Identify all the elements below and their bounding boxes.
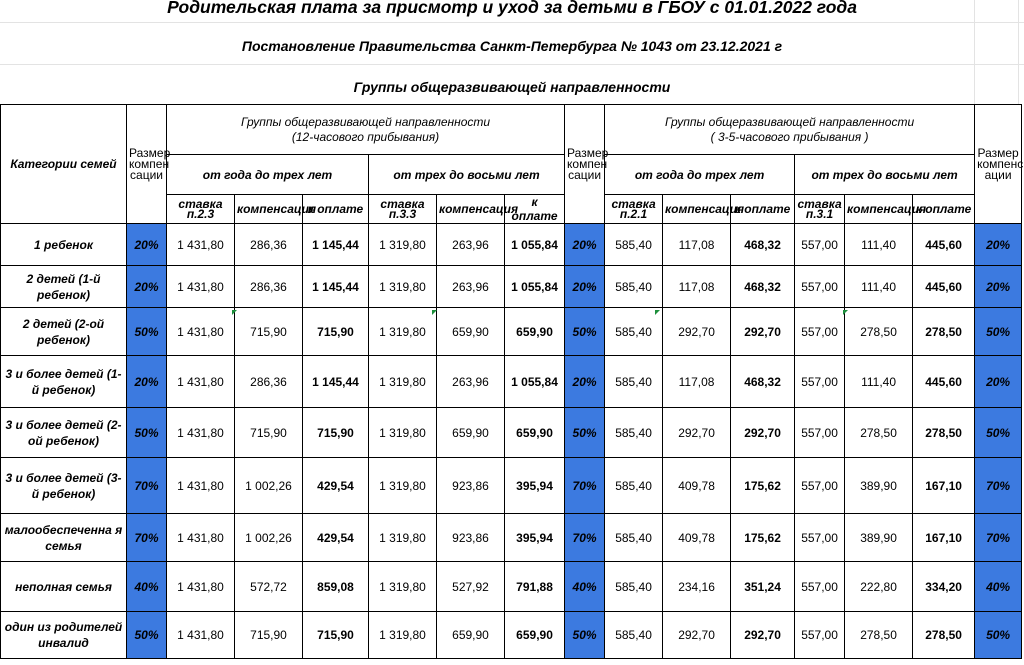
grid-line xyxy=(0,22,1024,23)
compensation-cell: 1 002,26 xyxy=(235,458,303,514)
payment-cell: 351,24 xyxy=(731,562,795,612)
rate-cell: 585,40 xyxy=(605,514,663,562)
compensation-cell: 659,90 xyxy=(437,408,505,458)
rate-cell: 1 319,80 xyxy=(369,408,437,458)
payment-cell: 468,32 xyxy=(731,356,795,408)
payment-cell: 659,90 xyxy=(505,408,565,458)
payment-cell: 659,90 xyxy=(505,612,565,659)
compensation-cell: 292,70 xyxy=(663,308,731,356)
compensation-cell: 263,96 xyxy=(437,266,505,308)
compensation-percent: 50% xyxy=(127,408,167,458)
rate-header: ставка п.3.1 xyxy=(795,195,845,224)
compensation-percent: 50% xyxy=(565,308,605,356)
rate-cell: 585,40 xyxy=(605,458,663,514)
rate-cell: 557,00 xyxy=(795,458,845,514)
payment-cell: 278,50 xyxy=(913,612,975,659)
page-title: Родительская плата за присмотр и уход за детьми в ГБОУ с 01.01.2022 года xyxy=(167,0,857,17)
comment-marker-icon xyxy=(843,310,848,315)
compensation-cell: 278,50 xyxy=(845,612,913,659)
compensation-percent: 70% xyxy=(975,458,1022,514)
compensation-cell: 292,70 xyxy=(663,612,731,659)
compensation-cell: 1 002,26 xyxy=(235,514,303,562)
compensation-cell: 715,90 xyxy=(235,408,303,458)
compensation-cell: 234,16 xyxy=(663,562,731,612)
group12-header: Группы общеразвивающей направленности (12-часового прибывания) xyxy=(167,105,565,155)
rate-cell: 1 431,80 xyxy=(167,408,235,458)
compensation-cell: 278,50 xyxy=(845,308,913,356)
rate-cell: 1 319,80 xyxy=(369,612,437,659)
age-young-header: от года до трех лет xyxy=(605,155,795,195)
fee-table xyxy=(0,104,1022,659)
table-row xyxy=(1,266,1022,308)
rate-cell: 1 431,80 xyxy=(167,356,235,408)
compensation-percent: 20% xyxy=(127,224,167,266)
compensation-cell: 923,86 xyxy=(437,514,505,562)
compensation-percent: 70% xyxy=(565,458,605,514)
age-old-header: от трех до восьми лет xyxy=(795,155,975,195)
pay-header: к оплате xyxy=(731,195,795,224)
table-row xyxy=(1,308,1022,356)
rate-cell: 1 431,80 xyxy=(167,458,235,514)
table-row xyxy=(1,356,1022,408)
comment-marker-icon xyxy=(432,310,437,315)
compensation-cell: 409,78 xyxy=(663,458,731,514)
payment-cell: 791,88 xyxy=(505,562,565,612)
compensation-cell: 715,90 xyxy=(235,308,303,356)
rate-cell: 1 319,80 xyxy=(369,308,437,356)
compensation-percent: 70% xyxy=(127,458,167,514)
compensation-percent: 50% xyxy=(565,612,605,659)
header-row-1 xyxy=(1,105,1022,155)
compensation-cell: 286,36 xyxy=(235,224,303,266)
row-category: неполная семья xyxy=(1,562,127,612)
compensation-cell: 389,90 xyxy=(845,514,913,562)
rate-cell: 557,00 xyxy=(795,408,845,458)
rate-cell: 1 319,80 xyxy=(369,356,437,408)
rate-header: ставка п.3.3 xyxy=(369,195,437,224)
payment-cell: 292,70 xyxy=(731,612,795,659)
compensation-cell: 527,92 xyxy=(437,562,505,612)
payment-cell: 1 145,44 xyxy=(303,356,369,408)
rate-cell: 1 431,80 xyxy=(167,612,235,659)
compensation-cell: 222,80 xyxy=(845,562,913,612)
compensation-percent: 50% xyxy=(127,308,167,356)
row-category: 2 детей (1-й ребенок) xyxy=(1,266,127,308)
compensation-cell: 278,50 xyxy=(845,408,913,458)
payment-cell: 468,32 xyxy=(731,224,795,266)
compensation-cell: 111,40 xyxy=(845,224,913,266)
compensation-cell: 117,08 xyxy=(663,224,731,266)
compensation-percent: 50% xyxy=(127,612,167,659)
compensation-cell: 409,78 xyxy=(663,514,731,562)
compensation-cell: 263,96 xyxy=(437,224,505,266)
table-row xyxy=(1,612,1022,659)
payment-cell: 1 055,84 xyxy=(505,266,565,308)
compensation-cell: 117,08 xyxy=(663,266,731,308)
compensation-percent: 70% xyxy=(127,514,167,562)
payment-cell: 1 145,44 xyxy=(303,224,369,266)
payment-cell: 715,90 xyxy=(303,612,369,659)
rate-cell: 557,00 xyxy=(795,266,845,308)
compensation-cell: 286,36 xyxy=(235,266,303,308)
payment-cell: 715,90 xyxy=(303,308,369,356)
compensation-cell: 659,90 xyxy=(437,612,505,659)
rate-cell: 585,40 xyxy=(605,308,663,356)
payment-cell: 1 055,84 xyxy=(505,356,565,408)
row-category: малообеспеченна я семья xyxy=(1,514,127,562)
comp-header: компенсация xyxy=(845,195,913,224)
compensation-cell: 292,70 xyxy=(663,408,731,458)
row-category: 3 и более детей (2-ой ребенок) xyxy=(1,408,127,458)
rate-cell: 1 319,80 xyxy=(369,562,437,612)
payment-cell: 1 145,44 xyxy=(303,266,369,308)
group-title: Группы общеразвивающей направленности xyxy=(353,79,671,95)
size-header: Размер компен сации xyxy=(565,105,605,224)
compensation-percent: 20% xyxy=(127,356,167,408)
payment-cell: 445,60 xyxy=(913,224,975,266)
compensation-cell: 715,90 xyxy=(235,612,303,659)
table-row xyxy=(1,408,1022,458)
rate-header: ставка п.2.1 xyxy=(605,195,663,224)
compensation-percent: 20% xyxy=(565,224,605,266)
pay-header: к оплате xyxy=(303,195,369,224)
category-header: Категории семей xyxy=(1,105,127,224)
rate-cell: 585,40 xyxy=(605,562,663,612)
rate-cell: 1 431,80 xyxy=(167,266,235,308)
table-row xyxy=(1,224,1022,266)
table-row xyxy=(1,458,1022,514)
payment-cell: 429,54 xyxy=(303,458,369,514)
compensation-percent: 40% xyxy=(127,562,167,612)
rate-cell: 557,00 xyxy=(795,308,845,356)
age-young-header: от года до трех лет xyxy=(167,155,369,195)
compensation-percent: 20% xyxy=(127,266,167,308)
payment-cell: 859,08 xyxy=(303,562,369,612)
payment-cell: 445,60 xyxy=(913,356,975,408)
compensation-percent: 20% xyxy=(565,356,605,408)
payment-cell: 468,32 xyxy=(731,266,795,308)
compensation-percent: 20% xyxy=(975,266,1022,308)
rate-cell: 1 319,80 xyxy=(369,266,437,308)
rate-cell: 557,00 xyxy=(795,612,845,659)
rate-cell: 1 319,80 xyxy=(369,514,437,562)
data-rows xyxy=(1,224,1022,659)
compensation-percent: 50% xyxy=(565,408,605,458)
payment-cell: 175,62 xyxy=(731,458,795,514)
compensation-percent: 70% xyxy=(565,514,605,562)
pay-header: к оплате xyxy=(505,195,565,224)
rate-cell: 557,00 xyxy=(795,562,845,612)
grid-line xyxy=(0,64,1024,65)
payment-cell: 1 055,84 xyxy=(505,224,565,266)
rate-header: ставка п.2.3 xyxy=(167,195,235,224)
rate-cell: 585,40 xyxy=(605,408,663,458)
payment-cell: 278,50 xyxy=(913,408,975,458)
comp-header: компенсация xyxy=(235,195,303,224)
row-category: 3 и более детей (3-й ребенок) xyxy=(1,458,127,514)
comment-marker-icon xyxy=(655,310,660,315)
rate-cell: 557,00 xyxy=(795,224,845,266)
comp-header: компенсация xyxy=(663,195,731,224)
payment-cell: 292,70 xyxy=(731,408,795,458)
payment-cell: 429,54 xyxy=(303,514,369,562)
pay-header: к оплате xyxy=(913,195,975,224)
table-row xyxy=(1,514,1022,562)
comment-marker-icon xyxy=(232,310,237,315)
payment-cell: 175,62 xyxy=(731,514,795,562)
row-category: 1 ребенок xyxy=(1,224,127,266)
payment-cell: 334,20 xyxy=(913,562,975,612)
compensation-cell: 286,36 xyxy=(235,356,303,408)
compensation-cell: 263,96 xyxy=(437,356,505,408)
compensation-cell: 117,08 xyxy=(663,356,731,408)
rate-cell: 585,40 xyxy=(605,612,663,659)
rate-cell: 1 431,80 xyxy=(167,514,235,562)
decree-line: Постановление Правительства Санкт-Петербурга № 1043 от 23.12.2021 г xyxy=(241,38,783,54)
rate-cell: 585,40 xyxy=(605,356,663,408)
payment-cell: 395,94 xyxy=(505,514,565,562)
compensation-cell: 572,72 xyxy=(235,562,303,612)
compensation-cell: 389,90 xyxy=(845,458,913,514)
compensation-percent: 70% xyxy=(975,514,1022,562)
comp-header: компенсация xyxy=(437,195,505,224)
size-header-last: Размер компенс ации xyxy=(975,105,1022,224)
age-old-header: от трех до восьми лет xyxy=(369,155,565,195)
payment-cell: 167,10 xyxy=(913,458,975,514)
payment-cell: 395,94 xyxy=(505,458,565,514)
payment-cell: 167,10 xyxy=(913,514,975,562)
compensation-cell: 111,40 xyxy=(845,356,913,408)
row-category: 3 и более детей (1-й ребенок) xyxy=(1,356,127,408)
payment-cell: 445,60 xyxy=(913,266,975,308)
compensation-percent: 20% xyxy=(975,224,1022,266)
rate-cell: 1 431,80 xyxy=(167,224,235,266)
compensation-percent: 50% xyxy=(975,308,1022,356)
payment-cell: 292,70 xyxy=(731,308,795,356)
payment-cell: 715,90 xyxy=(303,408,369,458)
table-row xyxy=(1,562,1022,612)
compensation-percent: 20% xyxy=(975,356,1022,408)
compensation-percent: 50% xyxy=(975,408,1022,458)
rate-cell: 557,00 xyxy=(795,514,845,562)
size-header: Размер компен сации xyxy=(127,105,167,224)
compensation-cell: 923,86 xyxy=(437,458,505,514)
rate-cell: 1 431,80 xyxy=(167,308,235,356)
rate-cell: 585,40 xyxy=(605,266,663,308)
compensation-percent: 40% xyxy=(975,562,1022,612)
row-category: 2 детей (2-ой ребенок) xyxy=(1,308,127,356)
compensation-cell: 111,40 xyxy=(845,266,913,308)
row-category: один из родителей инвалид xyxy=(1,612,127,659)
compensation-percent: 50% xyxy=(975,612,1022,659)
rate-cell: 557,00 xyxy=(795,356,845,408)
compensation-cell: 659,90 xyxy=(437,308,505,356)
payment-cell: 659,90 xyxy=(505,308,565,356)
rate-cell: 1 431,80 xyxy=(167,562,235,612)
rate-cell: 1 319,80 xyxy=(369,224,437,266)
payment-cell: 278,50 xyxy=(913,308,975,356)
compensation-percent: 40% xyxy=(565,562,605,612)
rate-cell: 585,40 xyxy=(605,224,663,266)
compensation-percent: 20% xyxy=(565,266,605,308)
group35-header: Группы общеразвивающей направленности ( 3-5-часового прибывания ) xyxy=(605,105,975,155)
rate-cell: 1 319,80 xyxy=(369,458,437,514)
